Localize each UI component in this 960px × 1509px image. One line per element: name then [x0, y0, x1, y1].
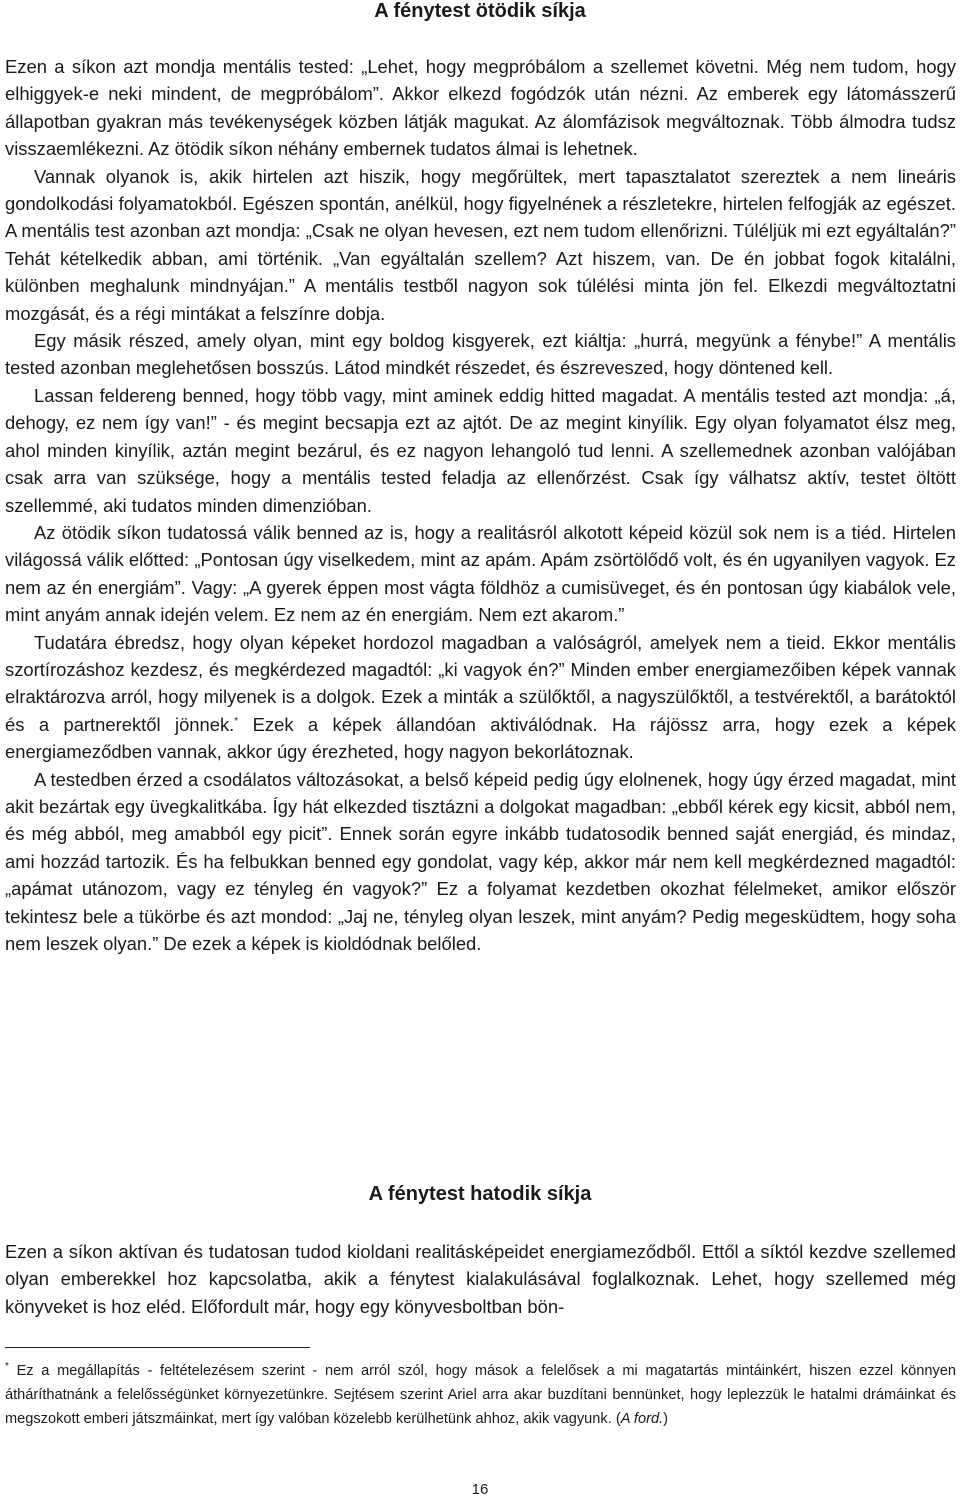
- paragraph: Egy másik részed, amely olyan, mint egy boldog kisgyerek, ezt kiáltja: „hurrá, megyünk a fénybe!” A mentális tested azonban meglehetősen bosszús. Látod mindkét részedet, és észreveszed, hogy döntened kell.: [5, 330, 956, 379]
- paragraph-with-footnote: [5, 629, 956, 766]
- footnote: [5, 1359, 956, 1432]
- paragraph-text-continued: Ezek a képek állandóan aktiválódnak. Ha rájössz arra, hogy ezek a képek energiameződben vannak, akkor úgy érezheted, hogy nagyon bekorlátoznak.: [5, 713, 956, 763]
- section-heading-fifth-plane: A fénytest ötödik síkja: [374, 0, 586, 22]
- footnote-reference[interactable]: *: [234, 715, 239, 727]
- section-body-sixth-plane: [5, 1238, 956, 1320]
- paragraph: Vannak olyanok is, akik hirtelen azt hiszik, hogy megőrültek, mert tapasztalatot szereztek a nem lineáris gondolkodási folyamatokból. Egészen spontán, anélkül, hogy figyelnének a részletekre, hirtelen felfogják az egészet. A mentális test azonban azt mondja: „Csak ne olyan hevesen, ezt nem tudom ellenőrizni. Túléljük mi ezt egyáltalán?” Tehát kételkedik abban, ami történik. „Van egyáltalán szellem? Azt hiszem, van. De én jobbat fogok kitalálni, különben meghalunk mindnyájan.” A mentális testből nagyon sok túlélési minta jön fel. Elkezdi megváltoztatni mozgását, és a régi mintákat a felszínre dobja.: [5, 165, 956, 324]
- footnote-marker: *: [5, 1361, 9, 1373]
- section-body-fifth-plane: [5, 53, 956, 957]
- footnote-divider: [5, 1347, 310, 1348]
- footnote-close: ): [663, 1411, 669, 1428]
- paragraph: Lassan feldereng benned, hogy több vagy, mint aminek eddig hitted magadat. A mentális tested azt mondja: „á, dehogy, ez nem így van!” - és megint becsapja ezt az ajtót. De az megint kinyílik. Egy olyan folyamatot élsz meg, ahol minden kinyílik, aztán megint bezárul, és ez nagyon lehangoló tud lenni. A szellemednek azonban valójában csak arra van szüksége, hogy a mentális tested feladja az ellenőrzést. Csak így válhatsz aktív, testet öltött szellemmé, aki tudatos minden dimenzióban.: [5, 384, 956, 516]
- paragraph: Ezen a síkon azt mondja mentális tested: „Lehet, hogy megpróbálom a szellemet követni. Még nem tudom, hogy elhiggyek-e neki mindent, de megpróbálom”. Akkor elkezd fogódzók után nézni. Az emberek egy látomásszerű állapotban gyakran más tevékenységek közben látják magukat. Az álomfázisok megváltoznak. Több álmodra tudsz visszaemlékezni. Az ötödik síkon néhány embernek tudatos álmai is lehetnek.: [5, 56, 956, 160]
- paragraph-text: Tudatára ébredsz, hogy olyan képeket hordozol magadban a valóságról, amelyek nem a tieid. Ekkor mentális szortírozáshoz kezdesz, és megkérdezed magadtól: „ki vagyok én?” Minden ember energiamezőiben képek vannak elraktározva arról, hogy milyenek is a dolgok. Ezek a minták a szülőktől, a nagyszülőktől, a testvérektől, a barátoktól és a partnerektől jönnek.: [5, 631, 956, 735]
- section-heading-sixth-plane: A fénytest hatodik síkja: [368, 1183, 592, 1205]
- footnote-attribution: A ford.: [620, 1411, 664, 1428]
- footnote-text: Ez a megállapítás - feltételezésem szerint - nem arról szól, hogy mások a felelősek a mi magatartás mintáinkért, hiszen ezzel könnyen átháríthatnánk a felelősségünket környezetünkre. Sejtésem szerint Ariel arra akar buzdítani bennünket, hogy leplezzük le hatalmi drámáinkat és megszokott emberi játszmáinkat, mert így valóban közelebb kerülhetünk ahhoz, akik vagyunk. (: [5, 1363, 956, 1428]
- page-number: 16: [471, 1481, 489, 1498]
- paragraph: A testedben érzed a csodálatos változásokat, a belső képeid pedig úgy elolnenek, hogy úgy érzed magadat, mint akit bezártak egy üvegkalitkába. Így hát elkezded tisztázni a dolgokat magadban: „ebből kérek egy kicsit, abból nem, és még abból, meg amabból egy picit”. Ennek során egyre inkább tudatosodik benned saját energiád, és mindaz, ami hozzád tartozik. És ha felbukkan benned egy gondolat, vagy kép, akkor már nem kell megkérdezned magadtól: „apámat utánozom, vagy ez tényleg én vagyok?” Ez a folyamat kezdetben okozhat félelmeket, amikor először tekintesz bele a tükörbe és azt mondod: „Jaj ne, tényleg olyan leszek, mint anyám? Pedig megesküdtem, hogy soha nem leszek olyan.” De ezek a képek is kioldódnak belőled.: [5, 768, 956, 954]
- paragraph: Ezen a síkon aktívan és tudatosan tudod kioldani realitásképeidet energiameződből. Ettől a síktól kezdve szellemed olyan emberekkel hoz kapcsolatba, akik a fénytest kialakulásával foglalkoznak. Lehet, hogy szellemed még könyveket is hoz eléd. Előfordult már, hogy egy könyvesboltban bön-: [5, 1241, 956, 1317]
- paragraph: Az ötödik síkon tudatossá válik benned az is, hogy a realitásról alkotott képeid közül sok nem is a tiéd. Hirtelen világossá válik előtted: „Pontosan úgy viselkedem, mint az apám. Apám zsörtölődő volt, és én ugyanilyen vagyok. Ez nem az én energiám”. Vagy: „A gyerek éppen most vágta földhöz a cumisüveget, és én pontosan úgy kiabálok vele, mint anyám annak idején velem. Ez nem az én energiám. Nem ezt akarom.”: [5, 521, 956, 626]
